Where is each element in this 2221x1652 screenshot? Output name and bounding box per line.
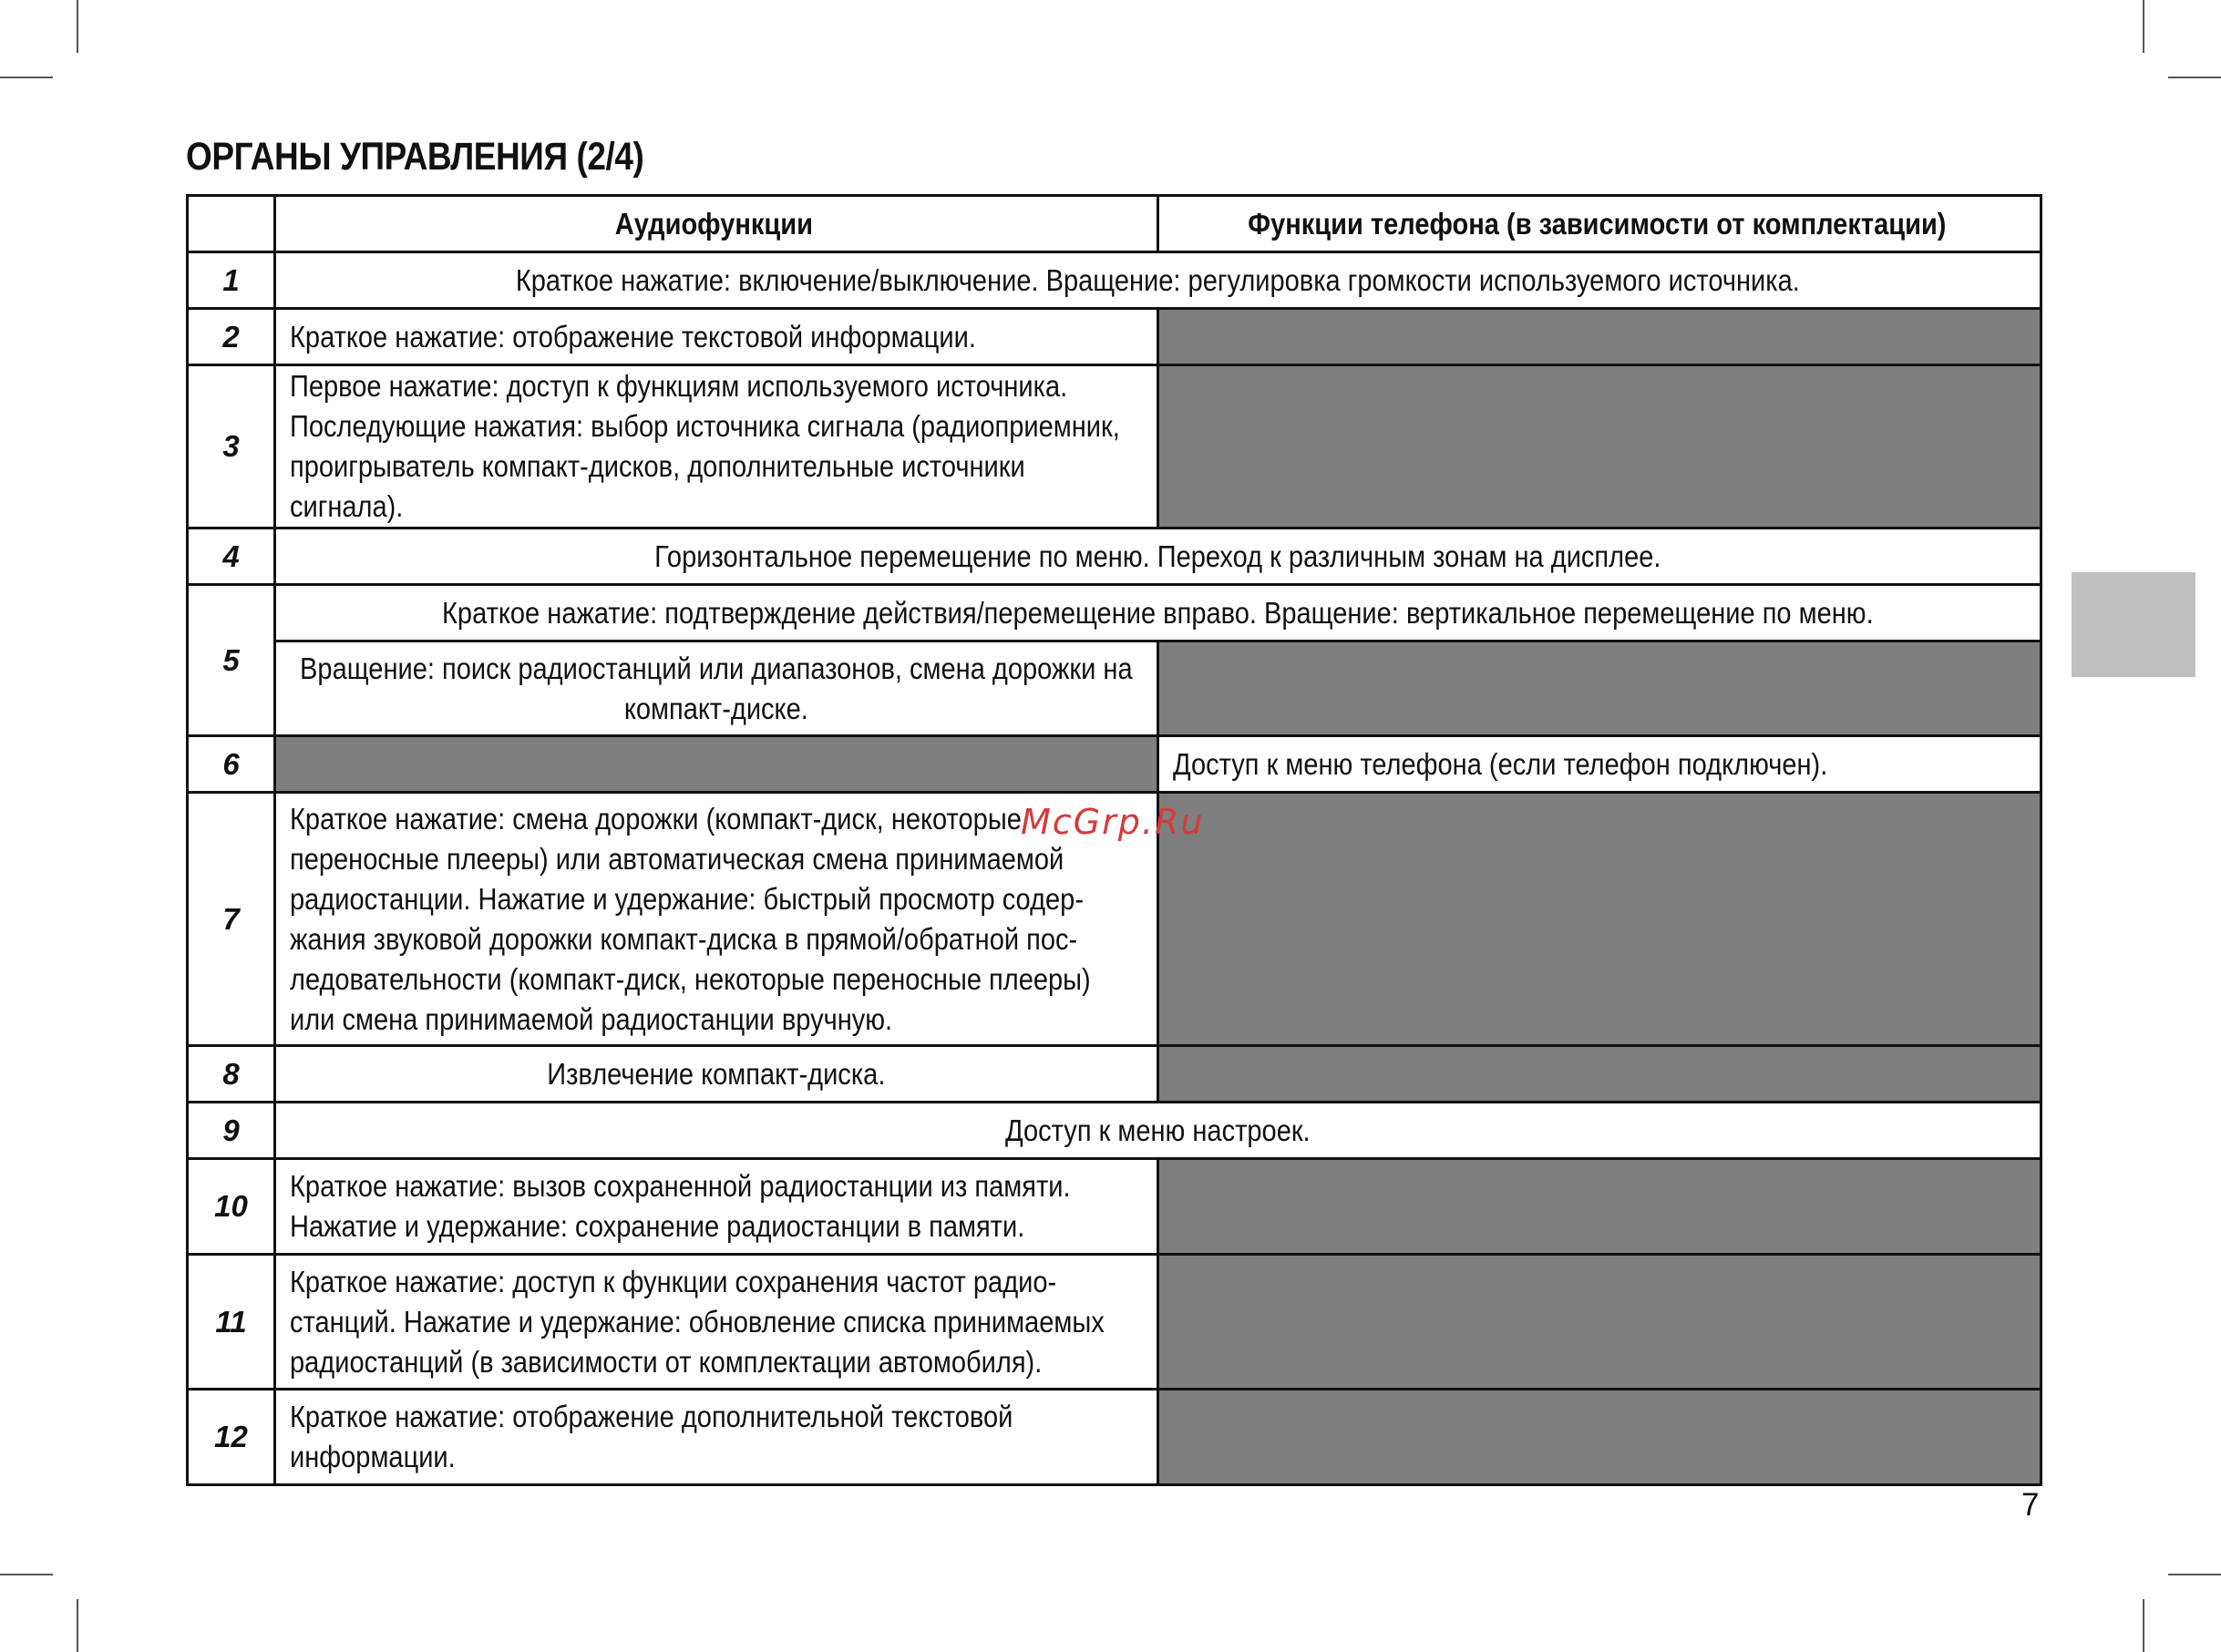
- shared-function-cell: Горизонтальное перемещение по меню. Переход к различным зонам на дисплее.: [275, 528, 2041, 585]
- audio-function-cell: Вращение: поиск радиостанций или диапазонов, смена дорожки на компакт-диске.: [275, 641, 1158, 736]
- table-row: [188, 1390, 2041, 1485]
- crop-mark: [0, 77, 53, 78]
- page-number: 7: [2021, 1487, 2040, 1523]
- phone-function-cell: Доступ к меню телефона (если телефон подключен).: [1158, 736, 2041, 793]
- watermark: McGrp.Ru: [1021, 802, 1205, 842]
- table-row: [188, 736, 2041, 793]
- table-row: [188, 585, 2041, 641]
- shared-function-cell: Краткое нажатие: подтверждение действия/перемещение вправо. Вращение: вертикальное перемещение по меню.: [275, 585, 2041, 641]
- table-row: [188, 1046, 2041, 1103]
- table-row: [188, 1159, 2041, 1255]
- section-tab: [2072, 572, 2195, 677]
- empty-phone-cell: [1158, 1390, 2041, 1485]
- shared-function-cell: Доступ к меню настроек.: [275, 1103, 2041, 1159]
- crop-mark: [0, 1574, 53, 1575]
- row-number: 1: [188, 252, 275, 309]
- crop-mark: [2168, 77, 2221, 78]
- row-number: 2: [188, 309, 275, 365]
- row-number: 4: [188, 528, 275, 585]
- row-number: 11: [188, 1255, 275, 1390]
- page-title: ОРГАНЫ УПРАВЛЕНИЯ (2/4): [186, 135, 644, 179]
- header-audio: Аудиофункции: [275, 196, 1158, 252]
- row-number: 5: [188, 585, 275, 736]
- audio-function-cell: Краткое нажатие: вызов сохраненной радиостанции из памяти. Нажатие и удержание: сохранение радиостанции в памяти.: [275, 1159, 1158, 1255]
- table-row: [188, 641, 2041, 736]
- empty-phone-cell: [1158, 1255, 2041, 1390]
- audio-function-cell: Краткое нажатие: отображение дополнительной текстовой информации.: [275, 1390, 1158, 1485]
- crop-mark: [2143, 0, 2144, 53]
- table-header-row: [188, 196, 2041, 252]
- audio-function-cell: Извлечение компакт-диска.: [275, 1046, 1158, 1103]
- row-number: 3: [188, 365, 275, 528]
- row-number: 10: [188, 1159, 275, 1255]
- empty-phone-cell: [1158, 365, 2041, 528]
- audio-function-cell: Краткое нажатие: доступ к функции сохранения частот радио-станций. Нажатие и удержание: обновление списка принимаемых радиостанций (в зависимости от комплектации автомобиля).: [275, 1255, 1158, 1390]
- table-row: [188, 365, 2041, 528]
- table-row: [188, 528, 2041, 585]
- table-row: [188, 252, 2041, 309]
- empty-phone-cell: [1158, 1046, 2041, 1103]
- row-number: 8: [188, 1046, 275, 1103]
- audio-function-cell: Первое нажатие: доступ к функциям используемого источника. Последующие нажатия: выбор источника сигнала (радиоприемник, проигрыватель компакт-дисков, дополнительные источники сигнала).: [275, 365, 1158, 528]
- row-number: 6: [188, 736, 275, 793]
- shared-function-cell: Краткое нажатие: включение/выключение. Вращение: регулировка громкости используемого источника.: [275, 252, 2041, 309]
- crop-mark: [2143, 1599, 2144, 1652]
- header-phone: Функции телефона (в зависимости от комплектации): [1158, 196, 2041, 252]
- row-number: 12: [188, 1390, 275, 1485]
- empty-phone-cell: [1158, 309, 2041, 365]
- empty-phone-cell: [1158, 1159, 2041, 1255]
- empty-audio-cell: [275, 736, 1158, 793]
- crop-mark: [77, 1599, 78, 1652]
- audio-function-cell: Краткое нажатие: смена дорожки (компакт-диск, некоторые переносные плееры) или автоматическая смена принимаемой радиостанции. Нажатие и удержание: быстрый просмотр содер-жания звуковой дорожки компакт-диска в прямой/обратной пос-ледовательности (компакт-диск, некоторые переносные плееры) или смена принимаемой радиостанции вручную.: [275, 793, 1158, 1046]
- table-row: [188, 1103, 2041, 1159]
- crop-mark: [77, 0, 78, 53]
- empty-phone-cell: [1158, 793, 2041, 1046]
- table-row: [188, 309, 2041, 365]
- row-number: 7: [188, 793, 275, 1046]
- audio-function-cell: Краткое нажатие: отображение текстовой информации.: [275, 309, 1158, 365]
- header-number: [188, 196, 275, 252]
- table-row: [188, 1255, 2041, 1390]
- empty-phone-cell: [1158, 641, 2041, 736]
- crop-mark: [2168, 1574, 2221, 1575]
- row-number: 9: [188, 1103, 275, 1159]
